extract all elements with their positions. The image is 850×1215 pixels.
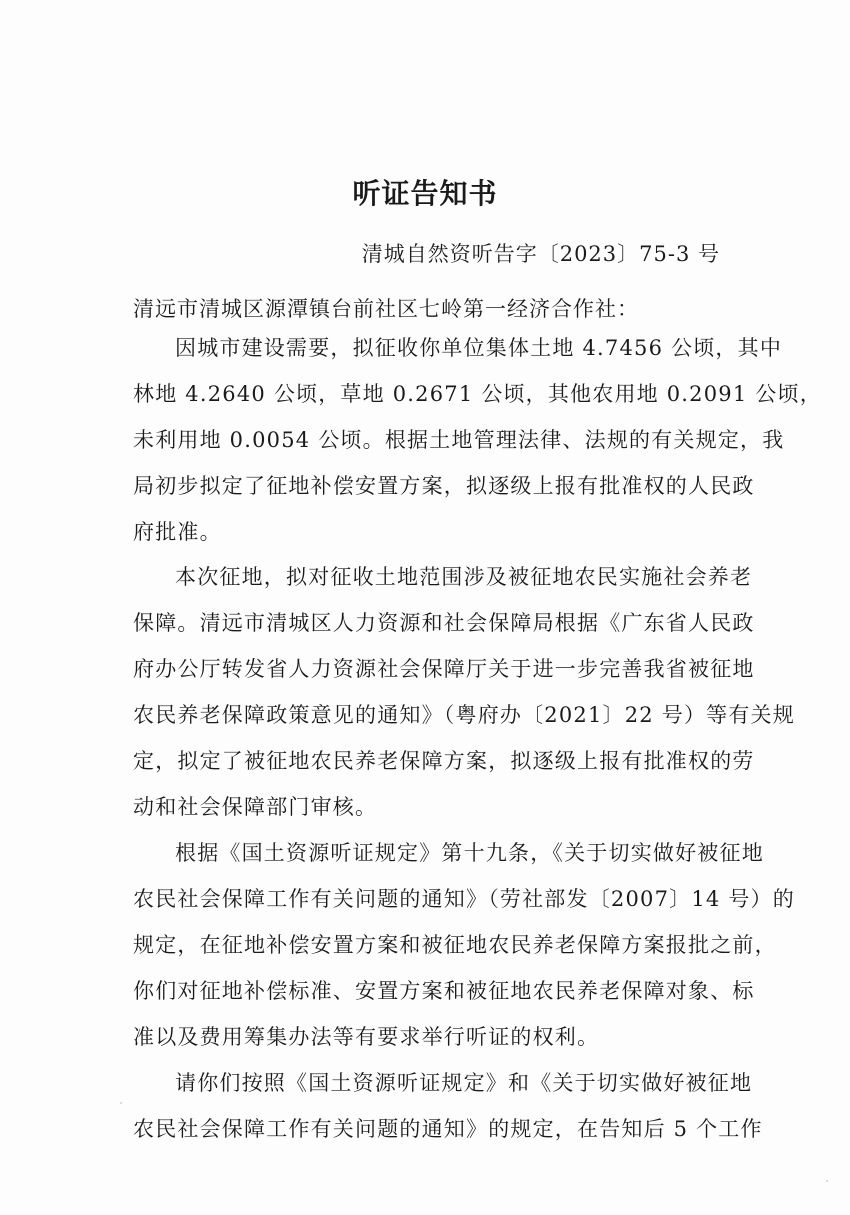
- body-line: 农民社会保障工作有关问题的通知》的规定，在告知后 5 个工作: [133, 1117, 763, 1141]
- body-line: 府批准。: [133, 520, 222, 544]
- body-line: 府办公厅转发省人力资源社会保障厅关于进一步完善我省被征地: [133, 657, 755, 681]
- body-line: 未利用地 0.0054 公顷。根据土地管理法律、法规的有关规定，我: [133, 428, 785, 452]
- document-number: 清城自然资听告字〔2023〕75-3 号: [361, 242, 720, 266]
- body-line: 因城市建设需要，拟征收你单位集体土地 4.7456 公顷，其中: [175, 336, 783, 360]
- body-line: 根据《国土资源听证规定》第十九条，《关于切实做好被征地: [175, 841, 764, 865]
- scan-speck: [826, 1180, 828, 1182]
- addressee: 清远市清城区源潭镇台前社区七岭第一经济合作社：: [133, 297, 639, 321]
- body-line: 你们对征地补偿标准、安置方案和被征地农民养老保障对象、标: [133, 979, 755, 1003]
- scan-speck: [120, 1102, 122, 1104]
- body-line: 规定，在征地补偿安置方案和被征地农民养老保障方案报批之前，: [133, 933, 777, 957]
- body-line: 农民社会保障工作有关问题的通知》（劳社部发〔2007〕14 号）的: [133, 887, 795, 911]
- body-line: 请你们按照《国土资源听证规定》和《关于切实做好被征地: [175, 1071, 753, 1095]
- document-title: 听证告知书: [352, 177, 498, 210]
- body-line: 局初步拟定了征地补偿安置方案，拟逐级上报有批准权的人民政: [133, 474, 755, 498]
- body-line: 准以及费用筹集办法等有要求举行听证的权利。: [133, 1025, 600, 1049]
- body-line: 定，拟定了被征地农民养老保障方案，拟逐级上报有批准权的劳: [133, 749, 755, 773]
- body-line: 保障。清远市清城区人力资源和社会保障局根据《广东省人民政: [133, 611, 755, 635]
- body-line: 动和社会保障部门审核。: [133, 795, 378, 819]
- body-line: 本次征地，拟对征收土地范围涉及被征地农民实施社会养老: [175, 565, 753, 589]
- body-line: 林地 4.2640 公顷，草地 0.2671 公顷，其他农用地 0.2091 公顷，: [133, 382, 822, 406]
- body-line: 农民养老保障政策意见的通知》（粤府办〔2021〕22 号）等有关规: [133, 703, 795, 727]
